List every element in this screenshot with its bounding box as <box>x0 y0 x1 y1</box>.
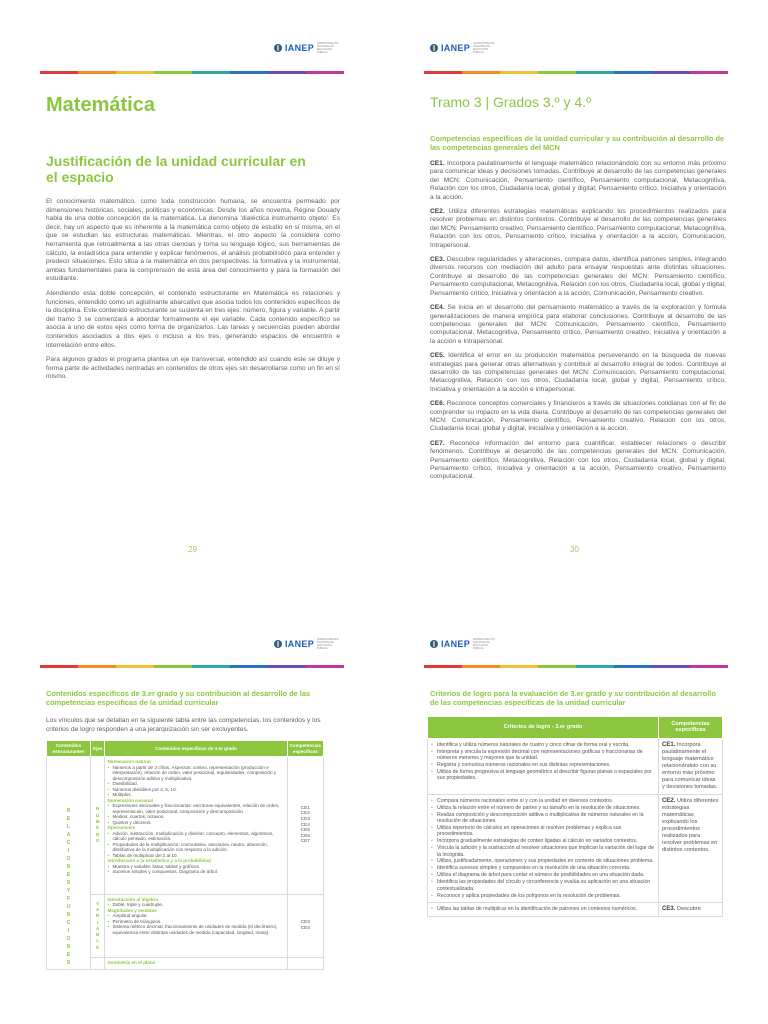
ianep-logo-icon <box>430 640 438 648</box>
page-29 <box>0 0 384 554</box>
topic-heading: Operaciones <box>107 825 136 830</box>
ianep-logo-icon <box>274 640 282 648</box>
ce-list-numero: CE1 CE2 CE3 CE4 CE5 CE6 CE7 <box>300 805 310 845</box>
table-intro: Los vínculos que se detallan en la siguiente tabla entre las competencias, los contenidos y los criterios de logro responden a una jerarquización sin ser excluyentes. <box>46 717 321 733</box>
stripe-segment <box>690 71 728 74</box>
criterion-item: • Vincula la adición y la sustracción al resolver situaciones que implican la variación del lugar de la incógnita. <box>431 845 655 858</box>
content-item: • Sucesos simples y compuestos. Diagrama de árbol. <box>107 869 284 875</box>
competency-list <box>430 160 726 488</box>
content-item: • Amplitud angular. <box>107 913 284 919</box>
content-group-numero <box>107 759 284 875</box>
topic-heading: Introducción al álgebra <box>107 896 158 902</box>
stripe-segment <box>40 71 78 74</box>
stripe-segment <box>230 71 268 74</box>
page-30 <box>384 0 768 554</box>
content-item: • Doble, triple y cuádruple. <box>107 902 284 908</box>
competency-item <box>430 256 726 298</box>
page-number: 30 <box>570 545 579 554</box>
competency-item <box>430 304 726 346</box>
criterion-item: • Realiza composición y descomposición aditiva o multiplicativa de números naturales en la resolución de situaciones. <box>431 812 655 825</box>
ianep-logo <box>430 638 493 650</box>
competency-code: CE6. <box>430 400 445 408</box>
content-item: • Números a partir de 3 cifras. Aspectos: conteo, representación (producción e interpretación), relación de orden, valor posicional, regularidades, composición y descomposición aditiva y multiplicativa. <box>107 765 284 782</box>
competency-text: Descubre regularidades y alteraciones, compara datos, identifica patrones simples, integrando diversos recursos con mediación del adulto para ensayar respuestas ante distintas situaciones. Contribuye al desarrollo de las competencias generales del MCN: Pensamiento científico, Pensamiento computacional, Metacognitiva, Relación con los otros, Ciudadanía local, global y digital, Pensamiento crítico, Iniciativa y orientación a la acción, Comunicación, Pensamiento creativo. <box>430 256 726 297</box>
criterion-item: • Utiliza, justificadamente, operaciones y sus propiedades en contexto de situaciones problema. <box>431 858 655 864</box>
competency-code: CE7. <box>430 439 445 447</box>
stripe-segment <box>268 665 306 668</box>
topic-heading: Geometría en el plano <box>107 959 156 965</box>
competency-text: Se inicia en el desarrollo del pensamiento matemático a través de la exploración y formula generalizaciones de manera empírica para elaborar conclusiones. Contribuye al desarrollo de las competencias generales del MCN: Comunicación, Pensamiento científico, Pensamiento computacional, Metacognitiva, Pensamiento crítico, Pensamiento creativo, Iniciativa y orientación a la acción e Intrapersonal. <box>430 304 726 345</box>
content-item: • Tablas de multiplicar del 2 al 10. <box>107 853 284 859</box>
logo-subtext: ADMINISTRACIÓN NACIONAL DE EDUCACIÓN PÚBLICA <box>473 638 495 650</box>
axis-figura <box>91 957 105 969</box>
contents-cell-variable <box>105 894 287 957</box>
contents-cell-figura <box>105 957 287 969</box>
criterion-item: • Incorpora gradualmente estrategias de conteo ligadas al cálculo en variados contextos. <box>431 838 655 844</box>
section-subtitle: Justificación de la unidad curricular en el espacio <box>46 153 306 185</box>
criteria-row <box>428 738 723 794</box>
stripe-segment <box>614 71 652 74</box>
competency-text: Incorpora paulatinamente el lenguaje matemático relacionándolo con su entorno más próximo para comunicar ideas y decisiones tomadas. Contribuye al desarrollo de las competencias generales del MCN: Comunicación, Pensamiento científico, Pensamiento computacional, Metacognitiva, Relación con los otros, Ciudadanía local, global y digital, Pensamiento crítico, Iniciativa y orientación a la acción. <box>430 160 726 201</box>
col-axes: Ejes <box>91 741 105 757</box>
structuring-content <box>47 757 91 970</box>
competency-text: Identifica el error en su producción matemática perseverando en la búsqueda de nuevas estrategias para generar otras alternativas y contribuir al desarrollo integral de todos. Contribuye al desarrollo de las competencias generales del MCN: Comunicación, Pensamiento computacional, Metacognitiva, Relación con los otros, Ciudadanía local, global y digital, Pensamiento crítico, Iniciativa y orientación a la acción e intrapersonal. <box>430 352 726 393</box>
competency-code: CE1. <box>430 160 445 167</box>
criterion-item: • Utiliza de forma progresiva el lenguaje geométrico al describir figuras planas o espaciales por sus propiedades. <box>431 769 655 782</box>
content-item: • Sistema métrico decimal: fraccionamiento de unidades de medida (el decímetro), equivalencia entre distintas unidades de medida (capacidad, longitud, masa). <box>107 924 284 935</box>
paragraph: Para algunos grados el programa plantea un eje transversal, entendido así cuando este se diluye y forma parte de actividades centradas en contenidos de otros ejes sin desarrollarse como un fin en sí mismo. <box>46 356 340 381</box>
ianep-logo <box>430 42 493 54</box>
competency-code: CE5. <box>430 352 445 360</box>
axis-variable <box>91 894 105 957</box>
competency-item <box>430 208 726 250</box>
stripe-segment <box>538 665 576 668</box>
criterion-item: • Reconoce y aplica propiedades de los polígonos en la resolución de problemas. <box>431 893 655 899</box>
criterion-item: • Utiliza la relación entre el número de partes y su tamaño en la resolución de situaciones. <box>431 805 655 811</box>
competency-text: Utiliza diferentes estrategias matemáticas explicando los procedimientos realizados para resolver problemas en distintos contextos. <box>662 797 719 853</box>
criterion-item: • Identifica y utiliza números naturales de cuatro y cinco cifras de forma oral y escrita. <box>431 742 655 748</box>
stripe-segment <box>306 665 344 668</box>
competency-text: Reconoce conceptos comerciales y financieros a través de situaciones cotidianas con el fin de comprender su impacto en la vida diaria. Contribuye al desarrollo de las competencias generales del MCN: Comunicación, Pensamiento científico, Pensamiento creativo, Relación con los otros, Ciudadanía local, global y digital, Iniciativa y orientación a la acción. <box>430 400 726 433</box>
col-competencies: Competencias específicas <box>287 741 323 757</box>
section-title: Contenidos específicos de 3.er grado y su contribución al desarrollo de las competencias específicas de la unidad curricular <box>46 689 311 707</box>
stripe-segment <box>462 665 500 668</box>
topic-heading: Numeración racional <box>107 797 153 803</box>
criterion-item: • Identifica las propiedades del círculo y circunferencia y evalúa su aplicación en una situación contextualizada. <box>431 879 655 892</box>
competency-text: Descubre <box>675 906 701 913</box>
criteria-table <box>427 716 723 917</box>
competency-code: CE3. <box>662 906 676 913</box>
stripe-segment <box>652 665 690 668</box>
logo-text: IANEP <box>441 43 471 53</box>
col-specific-contents: Contenidos específicos de 3.er grado <box>105 741 287 757</box>
competency-item <box>430 160 726 202</box>
stripe-segment <box>268 71 306 74</box>
logo-text: IANEP <box>441 639 471 649</box>
paragraph: Atendiendo esta doble concepción, el contenido estructurante en Matemática es relaciones y funciones, entendido como un aglutinante abarcativo que asocia todos los contenidos específicos de la disciplina. Este contenido estructurante se sustenta en tres ejes: número, figura y variable. A partir del tramo 3 se comenzará a abordar formalmente el eje variable. Cada contenido específico se asocia a uno de estos ejes como forma de organizarlos. Las tareas y secuencias pueden abordar contenidos asociados a dos ejes o incluso a los tres, generando espacios de encuentro e interrelación entre ellos. <box>46 289 340 349</box>
ce-cell-figura <box>287 957 323 969</box>
content-item: • Expresiones decimales y fraccionarias: escrituras equivalentes, relación de orden, representación, valor posicional, composición y descomposición. <box>107 803 284 814</box>
ianep-logo <box>274 42 337 54</box>
competency-text: Utiliza diferentes estrategias matemáticas explicando los procedimientos realizados para resolver problemas en distintos contextos. Contribuye al desarrollo de las competencias generales del MCN: Pensamiento creativo, Pensamiento científico, Pensamiento computacional, Metacognitiva, Relación con los otros, Pensamiento crítico, Iniciativa y orientación a la acción, Comunicación, Intrapersonal. <box>430 208 726 249</box>
criterion-item: • Utiliza repertorio de cálculos en operaciones al resolver problemas y explica sus procedimientos. <box>431 825 655 838</box>
stripe-segment <box>614 665 652 668</box>
content-item: • Muestra y variable: listas, tablas y gráficos. <box>107 864 284 870</box>
topic-heading: Introducción a la estadística y a la probabilidad <box>107 858 211 863</box>
criterion-item: • Compara números racionales entre sí y con la unidad en diversos contextos. <box>431 798 655 804</box>
criterion-item: • Registra y comunica números racionales en sus distintas representaciones. <box>431 762 655 768</box>
stripe-segment <box>78 665 116 668</box>
contents-table <box>46 740 324 970</box>
section-title: Criterios de logro para la evaluación de 3.er grado y su contribución al desarrollo de las competencias específicas de la unidad curricular <box>430 689 716 707</box>
axis-numero <box>91 757 105 895</box>
logo-text: IANEP <box>285 43 315 53</box>
content-item: • Propiedades de la multiplicación: conmutativa, asociativa, neutro, absorción, distributiva de la multiplicación con respecto a la adición. <box>107 842 284 853</box>
criteria-row <box>428 903 723 917</box>
col-structuring: Contenidos estructurantes <box>47 741 91 757</box>
competency-item <box>430 352 726 394</box>
section-title: Competencias específicas de la unidad curricular y su contribución al desarrollo de las competencias generales del MCN <box>430 134 725 152</box>
stripe-segment <box>576 665 614 668</box>
axis-label: N Ú M E R O <box>95 806 100 843</box>
justification-body <box>46 198 340 388</box>
logo-subtext: ADMINISTRACIÓN NACIONAL DE EDUCACIÓN PÚBLICA <box>473 42 495 54</box>
stripe-segment <box>78 71 116 74</box>
stripe-segment <box>424 71 462 74</box>
content-item: • Quintos y décimos. <box>107 820 284 826</box>
ianep-logo <box>274 638 337 650</box>
axis-label: V A R I A B L E <box>96 900 100 950</box>
stripe-segment <box>500 665 538 668</box>
stripe-segment <box>538 71 576 74</box>
stripe-segment <box>462 71 500 74</box>
criterion-item: • Interpreta y vincula la expresión decimal con representaciones gráficas o fraccionarias de números menores y mayores que la unidad. <box>431 749 655 762</box>
contents-cell-numero <box>105 757 287 895</box>
content-item: • Números divisibles por 2, 5, 10. <box>107 787 284 793</box>
logo-text: IANEP <box>285 639 315 649</box>
criteria-cell <box>428 903 659 917</box>
stripe-segment <box>230 665 268 668</box>
criteria-cell <box>428 738 659 794</box>
content-item: • Múltiplos. <box>107 792 284 798</box>
competency-code: CE3. <box>430 256 445 264</box>
competency-item <box>430 440 726 482</box>
criterion-item: • Utiliza las tablas de multiplicar en la identificación de patrones en contextos numéricos. <box>431 906 655 912</box>
stripe-segment <box>306 71 344 74</box>
competency-cell <box>659 794 723 903</box>
competency-item <box>430 400 726 434</box>
stripe-segment <box>154 665 192 668</box>
stripe-segment <box>576 71 614 74</box>
color-stripe <box>40 665 344 668</box>
criteria-cell <box>428 794 659 903</box>
logo-subtext: ADMINISTRACIÓN NACIONAL DE EDUCACIÓN PÚBLICA <box>317 638 339 650</box>
ianep-logo-icon <box>430 44 438 52</box>
ce-list-variable: CE3 CE4 <box>300 920 310 931</box>
content-item: • Divisibilidad. <box>107 781 284 787</box>
paragraph: El conocimiento matemático, como toda construcción humana, se encuentra permeado por dimensiones históricas, sociales, políticas y económicas. Desde los años noventa, Régine Douady habla de una doble concepción de la matemática. La denomina 'dialéctica instrumento objeto'. Es decir, hay un aspecto que es inherente a la matemática como objeto de estudio en sí misma, en el que se estudian las estructuras matemáticas. Mientras, el otro aspecto la considera como herramienta que retroalimenta a las otras ciencias y toma su lenguaje lógico, sus herramientas de cálculo, la estadística para entender y explicar fenómenos, el análisis probabilístico para entender y predecir situaciones. Esto sitúa a la matemática en dos perspectivas: la formativa y la instrumental, ambas fundamentales para la comprensión de está área del conocimiento y para la formación del estudiante. <box>46 198 340 283</box>
stripe-segment <box>154 71 192 74</box>
content-item: • Medios, cuartos, octavos. <box>107 814 284 820</box>
stripe-segment <box>116 71 154 74</box>
competency-code: CE1. <box>662 741 676 748</box>
stripe-segment <box>192 71 230 74</box>
stripe-segment <box>116 665 154 668</box>
ianep-logo-icon <box>274 44 282 52</box>
topic-heading: Numeración natural <box>107 759 151 764</box>
page-title: Matemática <box>46 94 155 116</box>
criteria-body <box>428 738 723 917</box>
stripe-segment <box>40 665 78 668</box>
page-number: 29 <box>188 545 197 554</box>
criteria-row <box>428 794 723 903</box>
competency-text: Reconoce información del entorno para cuantificar, establecer relaciones o describir fenómenos. Contribuye al desarrollo de las competencias generales del MCN: Comunicación, Pensamiento científico, Metacognitiva, Relación con los otros, Ciudadanía local, global y digital, Pensamiento crítico, Iniciativa y orientación a la acción, Pensamiento creativo, Pensamiento computacional. <box>430 439 726 481</box>
logo-subtext: ADMINISTRACIÓN NACIONAL DE EDUCACIÓN PÚBLICA <box>317 42 339 54</box>
content-item: • Perímetro de triángulos. <box>107 919 284 925</box>
competency-cell <box>659 738 723 794</box>
structuring-label: R E L A C I O N E S Y F U N C I O N E S <box>66 808 71 966</box>
stripe-segment <box>690 665 728 668</box>
competency-code: CE2. <box>662 797 676 804</box>
competency-text: Incorpora paulatinamente el lenguaje matemático relacionándolo con su entorno más próximo para comunicar ideas y decisiones tomadas. <box>662 741 718 790</box>
ce-cell-numero <box>287 757 323 895</box>
col-competencies: Competencias específicas <box>659 717 723 739</box>
criterion-item: • Identifica sucesos simples y compuestos en la resolución de una situación concreta. <box>431 865 655 871</box>
ce-cell-variable <box>287 894 323 957</box>
stripe-segment <box>424 665 462 668</box>
color-stripe <box>40 71 344 74</box>
tramo-heading: Tramo 3 | Grados 3.º y 4.º <box>430 94 592 110</box>
content-item: • Adición, sustracción, multiplicación y división: concepto, elementos, algoritmos, cálculo pensado, estimación. <box>107 831 284 842</box>
criterion-item: • Utiliza el diagrama de árbol para contar el número de posibilidades en una situación dada. <box>431 872 655 878</box>
competency-cell <box>659 903 723 917</box>
color-stripe <box>424 71 728 74</box>
col-criteria: Criterios de logro - 3.er grado <box>428 717 659 739</box>
competency-code: CE2. <box>430 208 445 216</box>
stripe-segment <box>652 71 690 74</box>
color-stripe <box>424 665 728 668</box>
topic-heading: Magnitudes y medidas <box>107 907 157 913</box>
content-group-variable <box>107 897 284 936</box>
stripe-segment <box>192 665 230 668</box>
competency-code: CE4. <box>430 304 445 312</box>
stripe-segment <box>500 71 538 74</box>
